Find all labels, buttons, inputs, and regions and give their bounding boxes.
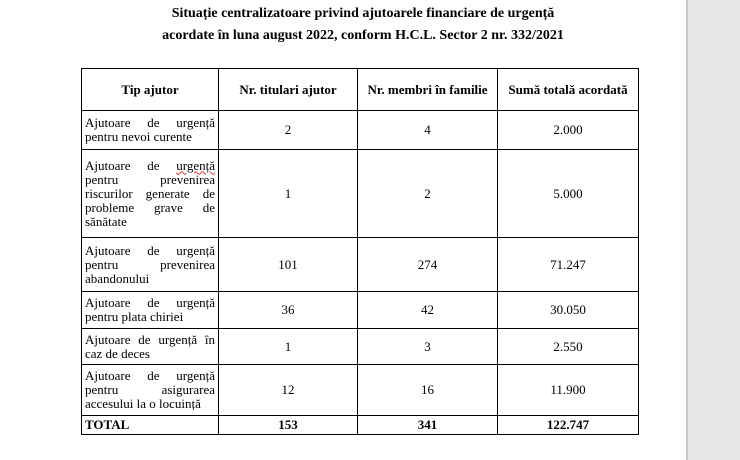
cell-aid-type: Ajutoare de urgență pentru plata chiriei: [82, 292, 219, 329]
total-amount: 122.747: [498, 416, 639, 435]
cell-amount: 11.900: [498, 365, 639, 416]
table-row: [82, 292, 639, 329]
cell-aid-type: Ajutoare de urgență pentru asigurarea accesului la o locuință: [82, 365, 219, 416]
document-title: [0, 3, 726, 47]
table-row: [82, 365, 639, 416]
cell-text-part: pentru prevenirea riscurilor generate de probleme grave de sănătate: [85, 171, 215, 229]
cell-holders: 101: [219, 238, 358, 292]
total-holders: 153: [219, 416, 358, 435]
cell-members: 16: [358, 365, 498, 416]
cell-aid-type: Ajutoare de urgență în caz de deces: [82, 329, 219, 365]
cell-amount: 30.050: [498, 292, 639, 329]
cell-members: 2: [358, 150, 498, 238]
cell-amount: 5.000: [498, 150, 639, 238]
cell-amount: 2.550: [498, 329, 639, 365]
cell-holders: 1: [219, 150, 358, 238]
cell-members: 42: [358, 292, 498, 329]
header-holders: Nr. titulari ajutor: [219, 69, 358, 111]
cell-holders: 1: [219, 329, 358, 365]
cell-holders: 36: [219, 292, 358, 329]
cell-text-part: Ajutoare de: [85, 157, 177, 173]
total-members: 341: [358, 416, 498, 435]
cell-members: 4: [358, 111, 498, 150]
page-edge-shadow: [686, 0, 688, 460]
cell-amount: 71.247: [498, 238, 639, 292]
spellcheck-marked-word[interactable]: urgență: [176, 157, 215, 173]
table-header-row: [82, 69, 639, 111]
table-row: [82, 238, 639, 292]
table-row: [82, 111, 639, 150]
total-label: TOTAL: [82, 416, 219, 435]
cell-aid-type: [82, 150, 219, 238]
cell-holders: 12: [219, 365, 358, 416]
header-aid-type: Tip ajutor: [82, 69, 219, 111]
table-row: [82, 150, 639, 238]
title-line-2: acordate în luna august 2022, conform H.C.L. Sector 2 nr. 332/2021: [162, 28, 564, 43]
cell-aid-type: Ajutoare de urgență pentru prevenirea abandonului: [82, 238, 219, 292]
cell-members: 274: [358, 238, 498, 292]
table-total-row: [82, 416, 639, 435]
cell-amount: 2.000: [498, 111, 639, 150]
cell-holders: 2: [219, 111, 358, 150]
aid-summary-table: [81, 68, 639, 435]
header-members: Nr. membri în familie: [358, 69, 498, 111]
header-amount: Sumă totală acordată: [498, 69, 639, 111]
table-row: [82, 329, 639, 365]
title-line-1: Situație centralizatoare privind ajutoarele financiare de urgență: [171, 6, 555, 21]
cell-members: 3: [358, 329, 498, 365]
cell-aid-type: Ajutoare de urgență pentru nevoi curente: [82, 111, 219, 150]
